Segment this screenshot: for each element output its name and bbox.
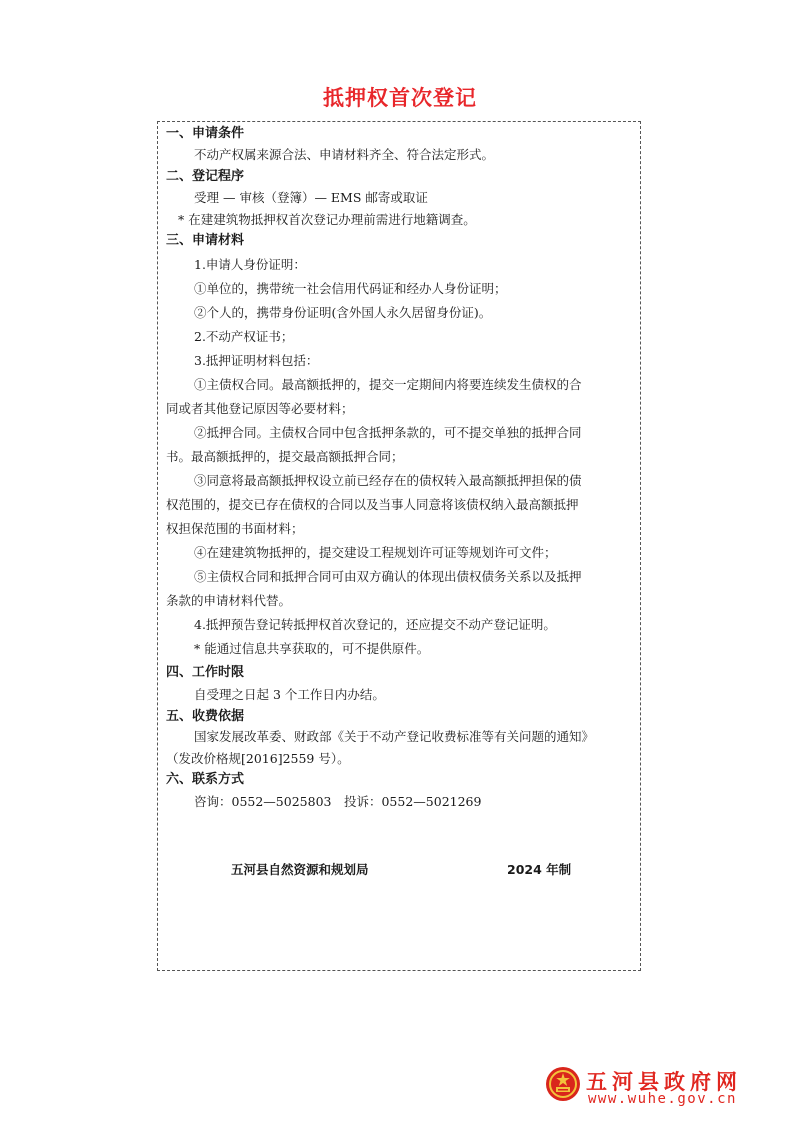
issuing-organization: 五河县自然资源和规划局 <box>231 862 369 877</box>
materials-note: * 能通过信息共享获取的，可不提供原件。 <box>194 641 430 656</box>
section-heading-procedure: 二、登记程序 <box>166 169 245 184</box>
materials-item: 同或者其他登记原因等必要材料； <box>166 401 354 416</box>
materials-item: 权范围的，提交已存在债权的合同以及当事人同意将该债权纳入最高额抵押 <box>166 497 579 512</box>
procedure-note: * 在建建筑物抵押权首次登记办理前需进行地籍调查。 <box>178 212 476 227</box>
materials-item: 3.抵押证明材料包括： <box>194 353 319 368</box>
materials-item: ①单位的，携带统一社会信用代码证和经办人身份证明； <box>194 281 507 296</box>
content-box <box>157 121 641 971</box>
fees-text: （发改价格规[2016]2559 号）。 <box>166 751 350 766</box>
section-heading-fees: 五、收费依据 <box>166 709 245 724</box>
issue-year: 2024 年制 <box>507 862 572 877</box>
site-url[interactable]: www.wuhe.gov.cn <box>588 1091 737 1107</box>
contact-text: 咨询：0552—5025803 投诉：0552—5021269 <box>194 794 482 809</box>
page-title: 抵押权首次登记 <box>323 86 477 110</box>
conditions-text: 不动产权属来源合法、申请材料齐全、符合法定形式。 <box>194 147 495 162</box>
materials-item: ⑤主债权合同和抵押合同可由双方确认的体现出债权债务关系以及抵押 <box>194 569 582 584</box>
section-heading-timelimit: 四、工作时限 <box>166 665 245 680</box>
section-heading-contact: 六、联系方式 <box>166 772 245 787</box>
materials-item: ④在建建筑物抵押的，提交建设工程规划许可证等规划许可文件； <box>194 545 557 560</box>
section-heading-conditions: 一、申请条件 <box>166 126 245 141</box>
materials-item: 4.抵押预告登记转抵押权首次登记的，还应提交不动产登记证明。 <box>194 617 556 632</box>
materials-item: 2.不动产权证书； <box>194 329 294 344</box>
materials-item: 权担保范围的书面材料； <box>166 521 304 536</box>
materials-item: ①主债权合同。最高额抵押的，提交一定期间内将要连续发生债权的合 <box>194 377 582 392</box>
materials-item: ②个人的，携带身份证明(含外国人永久居留身份证)。 <box>194 305 492 320</box>
national-emblem-icon <box>545 1066 581 1102</box>
materials-item: ③同意将最高额抵押权设立前已经存在的债权转入最高额抵押担保的债 <box>194 473 582 488</box>
materials-item: 条款的申请材料代替。 <box>166 593 292 608</box>
timelimit-text: 自受理之日起 3 个工作日内办结。 <box>194 687 385 702</box>
section-heading-materials: 三、申请材料 <box>166 233 245 248</box>
materials-item: 1.申请人身份证明： <box>194 257 306 272</box>
site-name[interactable]: 五河县政府网 <box>586 1070 742 1094</box>
procedure-text: 受理 — 审核（登簿）— EMS 邮寄或取证 <box>194 190 428 205</box>
materials-item: 书。最高额抵押的，提交最高额抵押合同； <box>166 449 404 464</box>
fees-text: 国家发展改革委、财政部《关于不动产登记收费标准等有关问题的通知》 <box>194 729 595 744</box>
materials-item: ②抵押合同。主债权合同中包含抵押条款的，可不提交单独的抵押合同 <box>194 425 582 440</box>
